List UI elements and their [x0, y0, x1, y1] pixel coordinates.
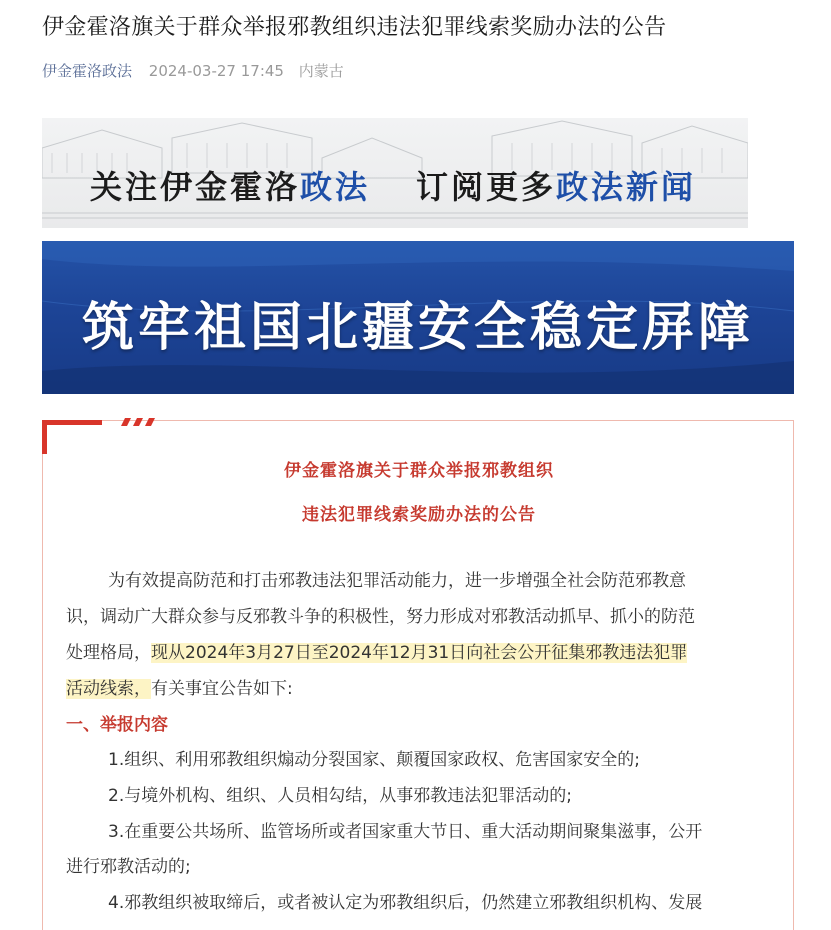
article-title: 伊金霍洛旗关于群众举报邪教组织违法犯罪线索奖励办法的公告	[42, 15, 667, 40]
list-item: 4.邪教组织被取缔后，或者被认定为邪教组织后，仍然建立邪教组织机构、发展	[108, 893, 703, 913]
publish-datetime: 2024-03-27 17:45	[148, 62, 284, 80]
corner-decoration	[42, 420, 102, 425]
follow-banner	[42, 118, 748, 228]
list-item: 1.组织、利用邪教组织煽动分裂国家、颠覆国家政权、危害国家安全的;	[108, 750, 640, 770]
highlighted-text: 现从2024年3月27日至2024年12月31日向社会公开征集邪教违法犯罪	[151, 643, 688, 663]
publish-location: 内蒙古	[298, 62, 344, 80]
list-item: 2.与境外机构、组织、人员相勾结，从事邪教违法犯罪活动的;	[108, 786, 572, 806]
list-item-continuation: 进行邪教活动的;	[66, 857, 191, 877]
notice-title-line1: 伊金霍洛旗关于群众举报邪教组织	[284, 461, 554, 481]
highlighted-text: 活动线索，	[66, 679, 151, 699]
article-meta	[42, 60, 344, 82]
stripe-decoration	[121, 418, 161, 428]
paragraph-line: 处理格局，现从2024年3月27日至2024年12月31日向社会公开征集邪教违法犯罪	[66, 643, 688, 663]
account-name-link[interactable]: 伊金霍洛政法	[42, 62, 133, 80]
paragraph-line: 为有效提高防范和打击邪教违法犯罪活动能力，进一步增强全社会防范邪教意	[108, 571, 686, 591]
section-heading: 一、举报内容	[66, 715, 168, 735]
slogan-text: 筑牢祖国北疆安全稳定屏障	[81, 298, 754, 358]
paragraph-line: 识，调动广大群众参与反邪教斗争的积极性，努力形成对邪教活动抓早、抓小的防范	[66, 607, 695, 627]
corner-decoration-vertical	[42, 420, 47, 454]
notice-title-line2: 违法犯罪线索奖励办法的公告	[302, 505, 536, 525]
list-item: 3.在重要公共场所、监管场所或者国家重大节日、重大活动期间聚集滋事，公开	[108, 822, 703, 842]
paragraph-line: 活动线索，有关事宜公告如下:	[66, 679, 293, 699]
follow-banner-text: 关注伊金霍洛政法 订阅更多政法新闻	[90, 168, 697, 206]
slogan-banner	[42, 241, 794, 394]
